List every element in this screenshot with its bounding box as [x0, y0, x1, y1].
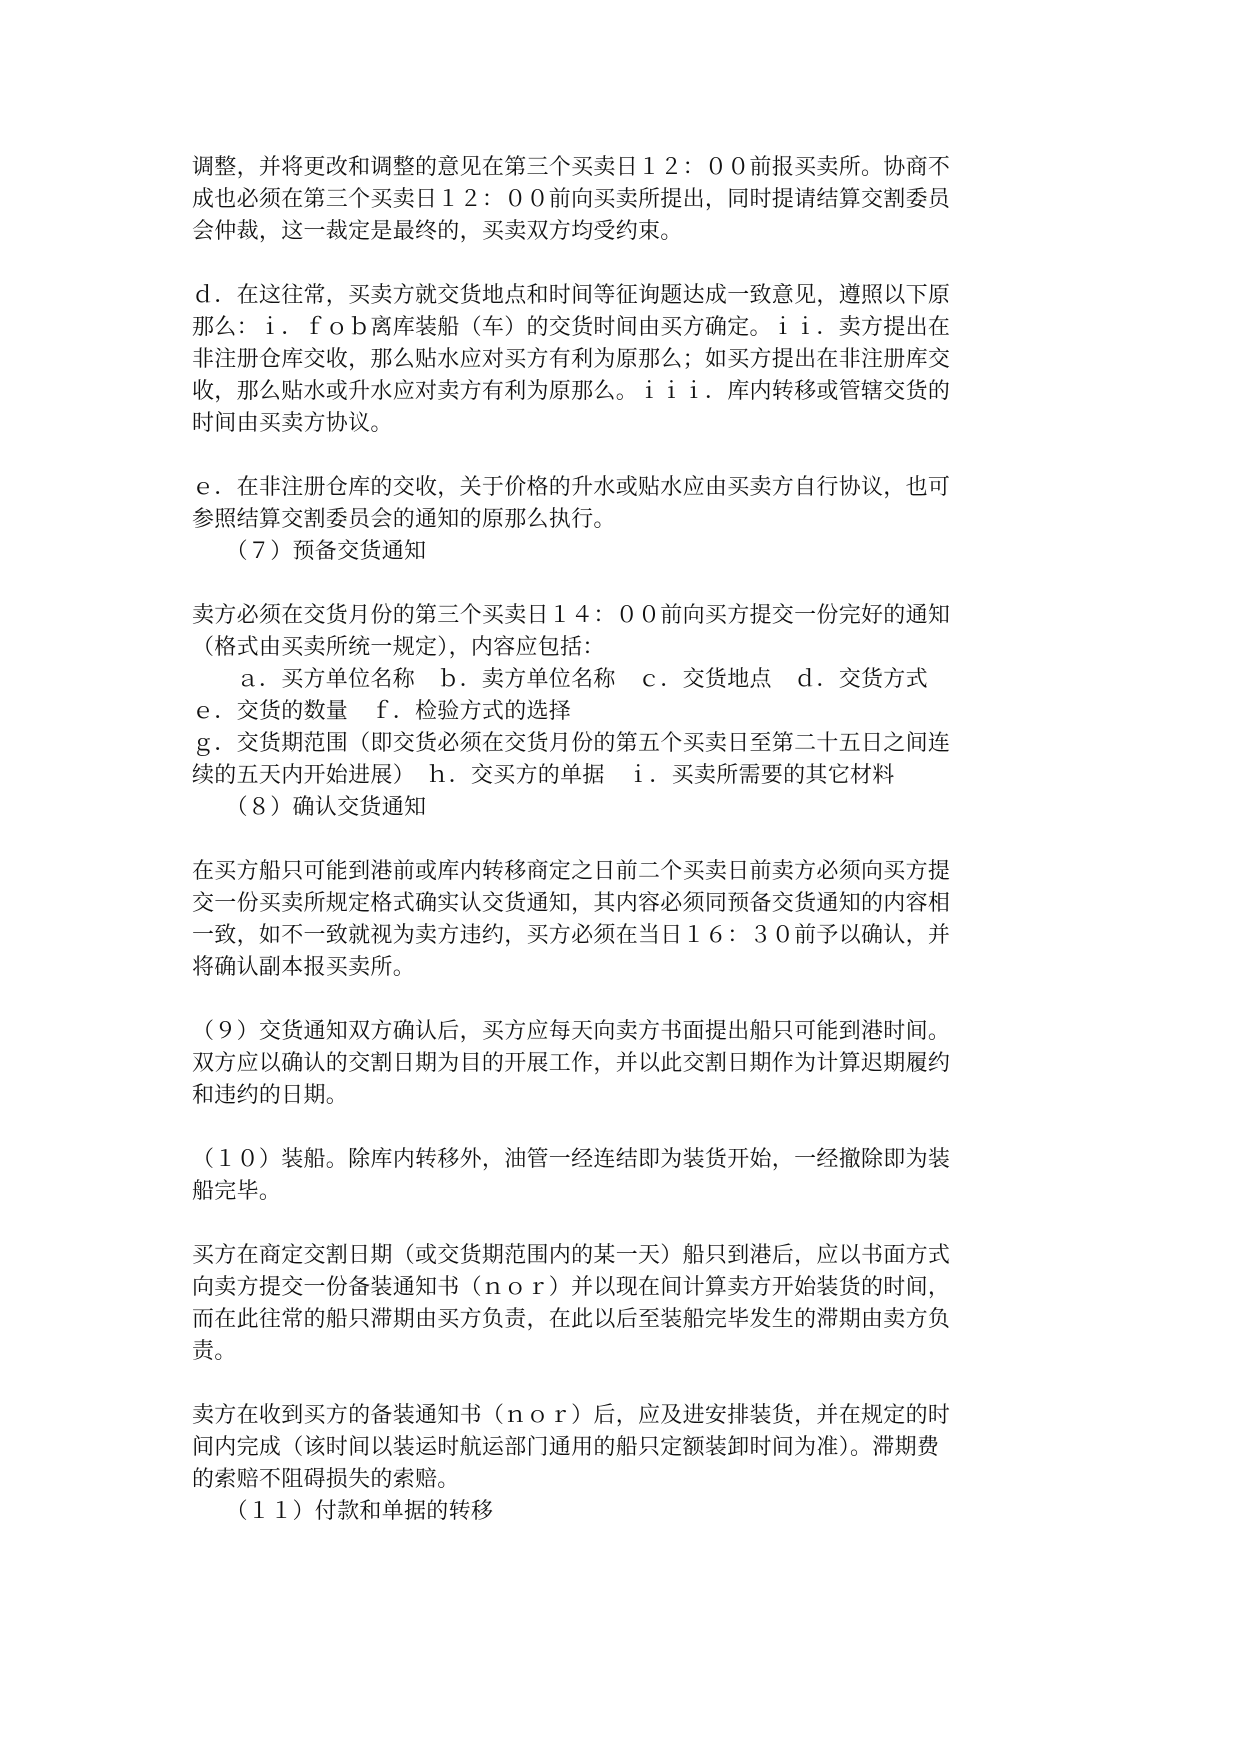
text-line: （９）交货通知双方确认后，买方应每天向卖方书面提出船只可能到港时间。 — [192, 1019, 951, 1044]
text-line: 责。 — [192, 1339, 237, 1364]
text-line: ｅ．在非注册仓库的交收，关于价格的升水或贴水应由买卖方自行协议，也可 — [192, 475, 951, 500]
text-line: 调整，并将更改和调整的意见在第三个买卖日１２：００前报买卖所。协商不 — [192, 155, 951, 180]
list-item-row: ａ．买方单位名称 ｂ．卖方单位名称 ｃ．交货地点 ｄ．交货方式 — [192, 667, 928, 692]
text-line: 的索赔不阻碍损失的索赔。 — [192, 1467, 460, 1492]
text-line: 而在此往常的船只滞期由买方负责，在此以后至装船完毕发生的滞期由卖方负 — [192, 1307, 951, 1332]
text-line: 间内完成（该时间以装运时航运部门通用的船只定额装卸时间为准）。滞期费 — [192, 1435, 940, 1460]
text-line: 双方应以确认的交割日期为目的开展工作，并以此交割日期作为计算迟期履约 — [192, 1051, 951, 1076]
text-line: 船完毕。 — [192, 1179, 282, 1204]
text-line: 会仲裁，这一裁定是最终的，买卖双方均受约束。 — [192, 219, 683, 244]
text-line: 那么：ｉ．ｆｏｂ离库装船（车）的交货时间由买方确定。ｉｉ．卖方提出在 — [192, 315, 951, 340]
text-line: 时间由买卖方协议。 — [192, 411, 393, 436]
text-line: （１０）装船。除库内转移外，油管一经连结即为装货开始，一经撤除即为装 — [192, 1147, 951, 1172]
text-line: 参照结算交割委员会的通知的原那么执行。 — [192, 507, 616, 532]
text-line: 在买方船只可能到港前或库内转移商定之日前二个买卖日前卖方必须向买方提 — [192, 859, 951, 884]
text-line: （格式由买卖所统一规定），内容应包括： — [192, 635, 605, 660]
list-item-row: ｇ．交货期范围（即交货必须在交货月份的第五个买卖日至第二十五日之间连 — [192, 731, 951, 756]
text-line: 向卖方提交一份备装通知书（ｎｏｒ）并以现在间计算卖方开始装货的时间， — [192, 1275, 951, 1300]
section-heading: （１１）付款和单据的转移 — [192, 1499, 494, 1524]
section-heading: （８）确认交货通知 — [192, 795, 427, 820]
text-line: 卖方必须在交货月份的第三个买卖日１４：００前向买方提交一份完好的通知 — [192, 603, 951, 628]
text-line: 成也必须在第三个买卖日１２：００前向买卖所提出，同时提请结算交割委员 — [192, 187, 951, 212]
list-item-row: 续的五天内开始进展） ｈ．交买方的单据 ｉ．买卖所需要的其它材料 — [192, 763, 895, 788]
text-line: 交一份买卖所规定格式确实认交货通知，其内容必须同预备交货通知的内容相 — [192, 891, 951, 916]
text-line: 将确认副本报买卖所。 — [192, 955, 416, 980]
list-item-row: ｅ．交货的数量 ｆ．检验方式的选择 — [192, 699, 572, 724]
text-line: ｄ．在这往常，买卖方就交货地点和时间等征询题达成一致意见，遵照以下原 — [192, 283, 951, 308]
text-line: 和违约的日期。 — [192, 1083, 349, 1108]
text-line: 一致，如不一致就视为卖方违约，买方必须在当日１６：３０前予以确认，并 — [192, 923, 951, 948]
text-line: 收，那么贴水或升水应对卖方有利为原那么。ｉｉｉ．库内转移或管辖交货的 — [192, 379, 951, 404]
text-line: 卖方在收到买方的备装通知书（ｎｏｒ）后，应及进安排装货，并在规定的时 — [192, 1403, 951, 1428]
section-heading: （７）预备交货通知 — [192, 539, 427, 564]
text-line: 买方在商定交割日期（或交货期范围内的某一天）船只到港后，应以书面方式 — [192, 1243, 951, 1268]
text-line: 非注册仓库交收，那么贴水应对买方有利为原那么；如买方提出在非注册库交 — [192, 347, 951, 372]
